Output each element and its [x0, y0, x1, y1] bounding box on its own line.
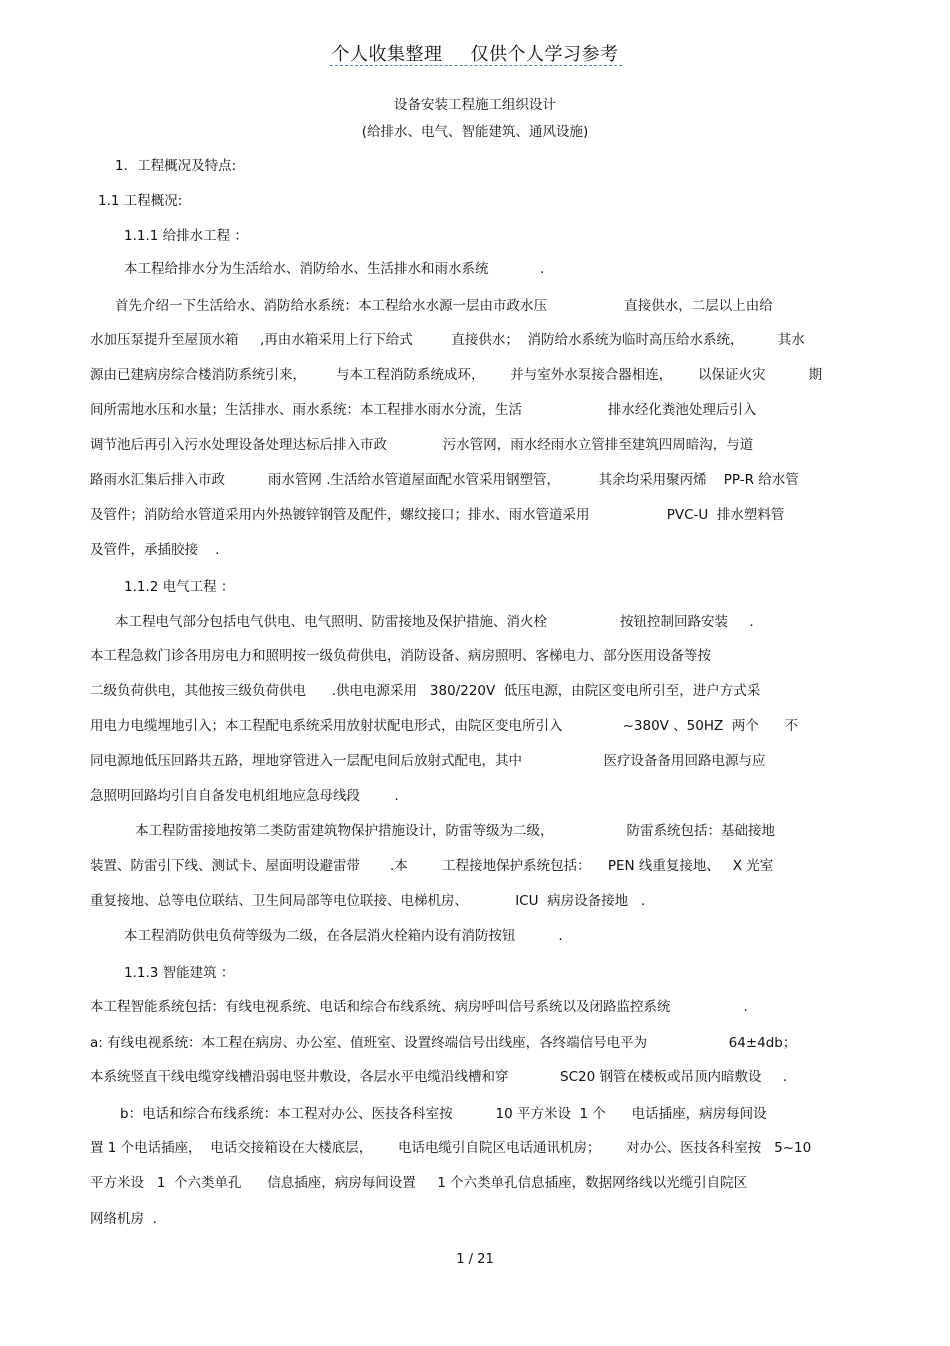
header-right-text: 仅供个人学习参考	[470, 44, 619, 65]
section-heading-1-1-1: 1.1.1 给排水工程 ：	[124, 228, 248, 244]
section-heading-1: 1．工程概况及特点:	[115, 158, 237, 174]
section-heading-1-1-2: 1.1.2 电气工程 ：	[124, 579, 235, 595]
paragraph-line: 同电源地低压回路共五路，埋地穿管进入一层配电间后放射式配电，其中 医疗设备备用回路电源与应	[90, 753, 766, 769]
paragraph-line: 本工程防雷接地按第二类防雷建筑物保护措施设计，防雷等级为二级， 防雷系统包括：基础接地	[135, 823, 775, 839]
paragraph-line: 本工程智能系统包括：有线电视系统、电话和综合布线系统、病房呼叫信号系统以及闭路监控系统 .	[90, 999, 748, 1015]
paragraph-line: 置 1 个电话插座， 电话交接箱设在大楼底层， 电话电缆引自院区电话通讯机房； 对办公、医技各科室按 5~10	[90, 1140, 812, 1156]
paragraph-line: 水加压泵提升至屋顶水箱 ,再由水箱采用上行下给式 直接供水； 消防给水系统为临时高压给水系统， 其水	[90, 332, 805, 348]
paragraph-line: 本工程消防供电负荷等级为二级，在各层消火栓箱内设有消防按钮 .	[124, 928, 563, 944]
paragraph-line: 源由已建病房综合楼消防系统引来， 与本工程消防系统成环， 并与室外水泵接合器相连， 以保证火灾 期	[90, 367, 822, 383]
page-header	[0, 40, 950, 66]
paragraph-line: 及管件，承插胶接 .	[90, 542, 220, 558]
paragraph-line: a: 有线电视系统：本工程在病房、办公室、值班室、设置终端信号出线座，各终端信号电平为 64±4db；	[90, 1035, 797, 1051]
paragraph-line: 重复接地、总等电位联结、卫生间局部等电位联接、电梯机房、 ICU 病房设备接地 .	[90, 893, 646, 909]
paragraph-line: 本工程电气部分包括电气供电、电气照明、防雷接地及保护措施、消火栓 按钮控制回路安装 .	[115, 614, 754, 630]
paragraph-line: 用电力电缆埋地引入；本工程配电系统采用放射状配电形式，由院区变电所引入 ~380V 、50HZ 两个 不	[90, 718, 799, 734]
section-heading-1-1: 1.1 工程概况:	[98, 193, 183, 209]
paragraph-line: 路雨水汇集后排入市政 雨水管网 .生活给水管道屋面配水管采用钢塑管， 其余均采用聚丙烯 PP-R 给水管	[90, 472, 799, 488]
paragraph-line: 本系统竖直干线电缆穿线槽沿弱电竖井敷设，各层水平电缆沿线槽和穿 SC20 钢管在楼板或吊顶内暗敷设 .	[90, 1069, 788, 1085]
paragraph-line: 本工程急救门诊各用房电力和照明按一级负荷供电，消防设备、病房照明、客梯电力、部分医用设备等按	[90, 648, 711, 664]
document-title: 设备安装工程施工组织设计	[394, 97, 556, 113]
paragraph-line: 装置、防雷引下线、测试卡、屋面明设避雷带 .本 工程接地保护系统包括： PEN 线重复接地、 X 光室	[90, 858, 774, 874]
section-heading-1-1-3: 1.1.3 智能建筑 ：	[124, 965, 235, 981]
document-subtitle: (给排水、电气、智能建筑、通风设施)	[361, 124, 589, 140]
paragraph-line: 首先介绍一下生活给水、消防给水系统：本工程给水水源一层由市政水压 直接供水，二层以上由给	[115, 298, 773, 314]
paragraph-line: 间所需地水压和水量；生活排水、雨水系统：本工程排水雨水分流，生活 排水经化粪池处理后引入	[90, 402, 757, 418]
paragraph-line: 及管件；消防给水管道采用内外热镀锌钢管及配件，螺纹接口；排水、雨水管道采用 PVC-U 排水塑料管	[90, 507, 785, 523]
paragraph-line: b：电话和综合布线系统：本工程对办公、医技各科室按 10 平方米设 1 个 电话插座，病房每间设	[120, 1106, 767, 1122]
paragraph-line: 急照明回路均引自自备发电机组地应急母线段 .	[90, 788, 399, 804]
paragraph-line: 本工程给排水分为生活给水、消防给水、生活排水和雨水系统 .	[124, 261, 545, 277]
paragraph-line: 二级负荷供电，其他按三级负荷供电 .供电电源采用 380/220V 低压电源，由院区变电所引至，进户方式采	[90, 683, 761, 699]
paragraph-line: 调节池后再引入污水处理设备处理达标后排入市政 污水管网，雨水经雨水立管排至建筑四周暗沟，与道	[90, 437, 754, 453]
paragraph-line: 平方米设 1 个六类单孔 信息插座，病房每间设置 1 个六类单孔信息插座，数据网络线以光缆引自院区	[90, 1175, 748, 1191]
header-dashed-underline	[330, 65, 622, 66]
header-left-text: 个人收集整理	[331, 44, 443, 65]
paragraph-line: 网络机房 .	[90, 1211, 157, 1227]
page-number: 1 / 21	[456, 1252, 494, 1267]
